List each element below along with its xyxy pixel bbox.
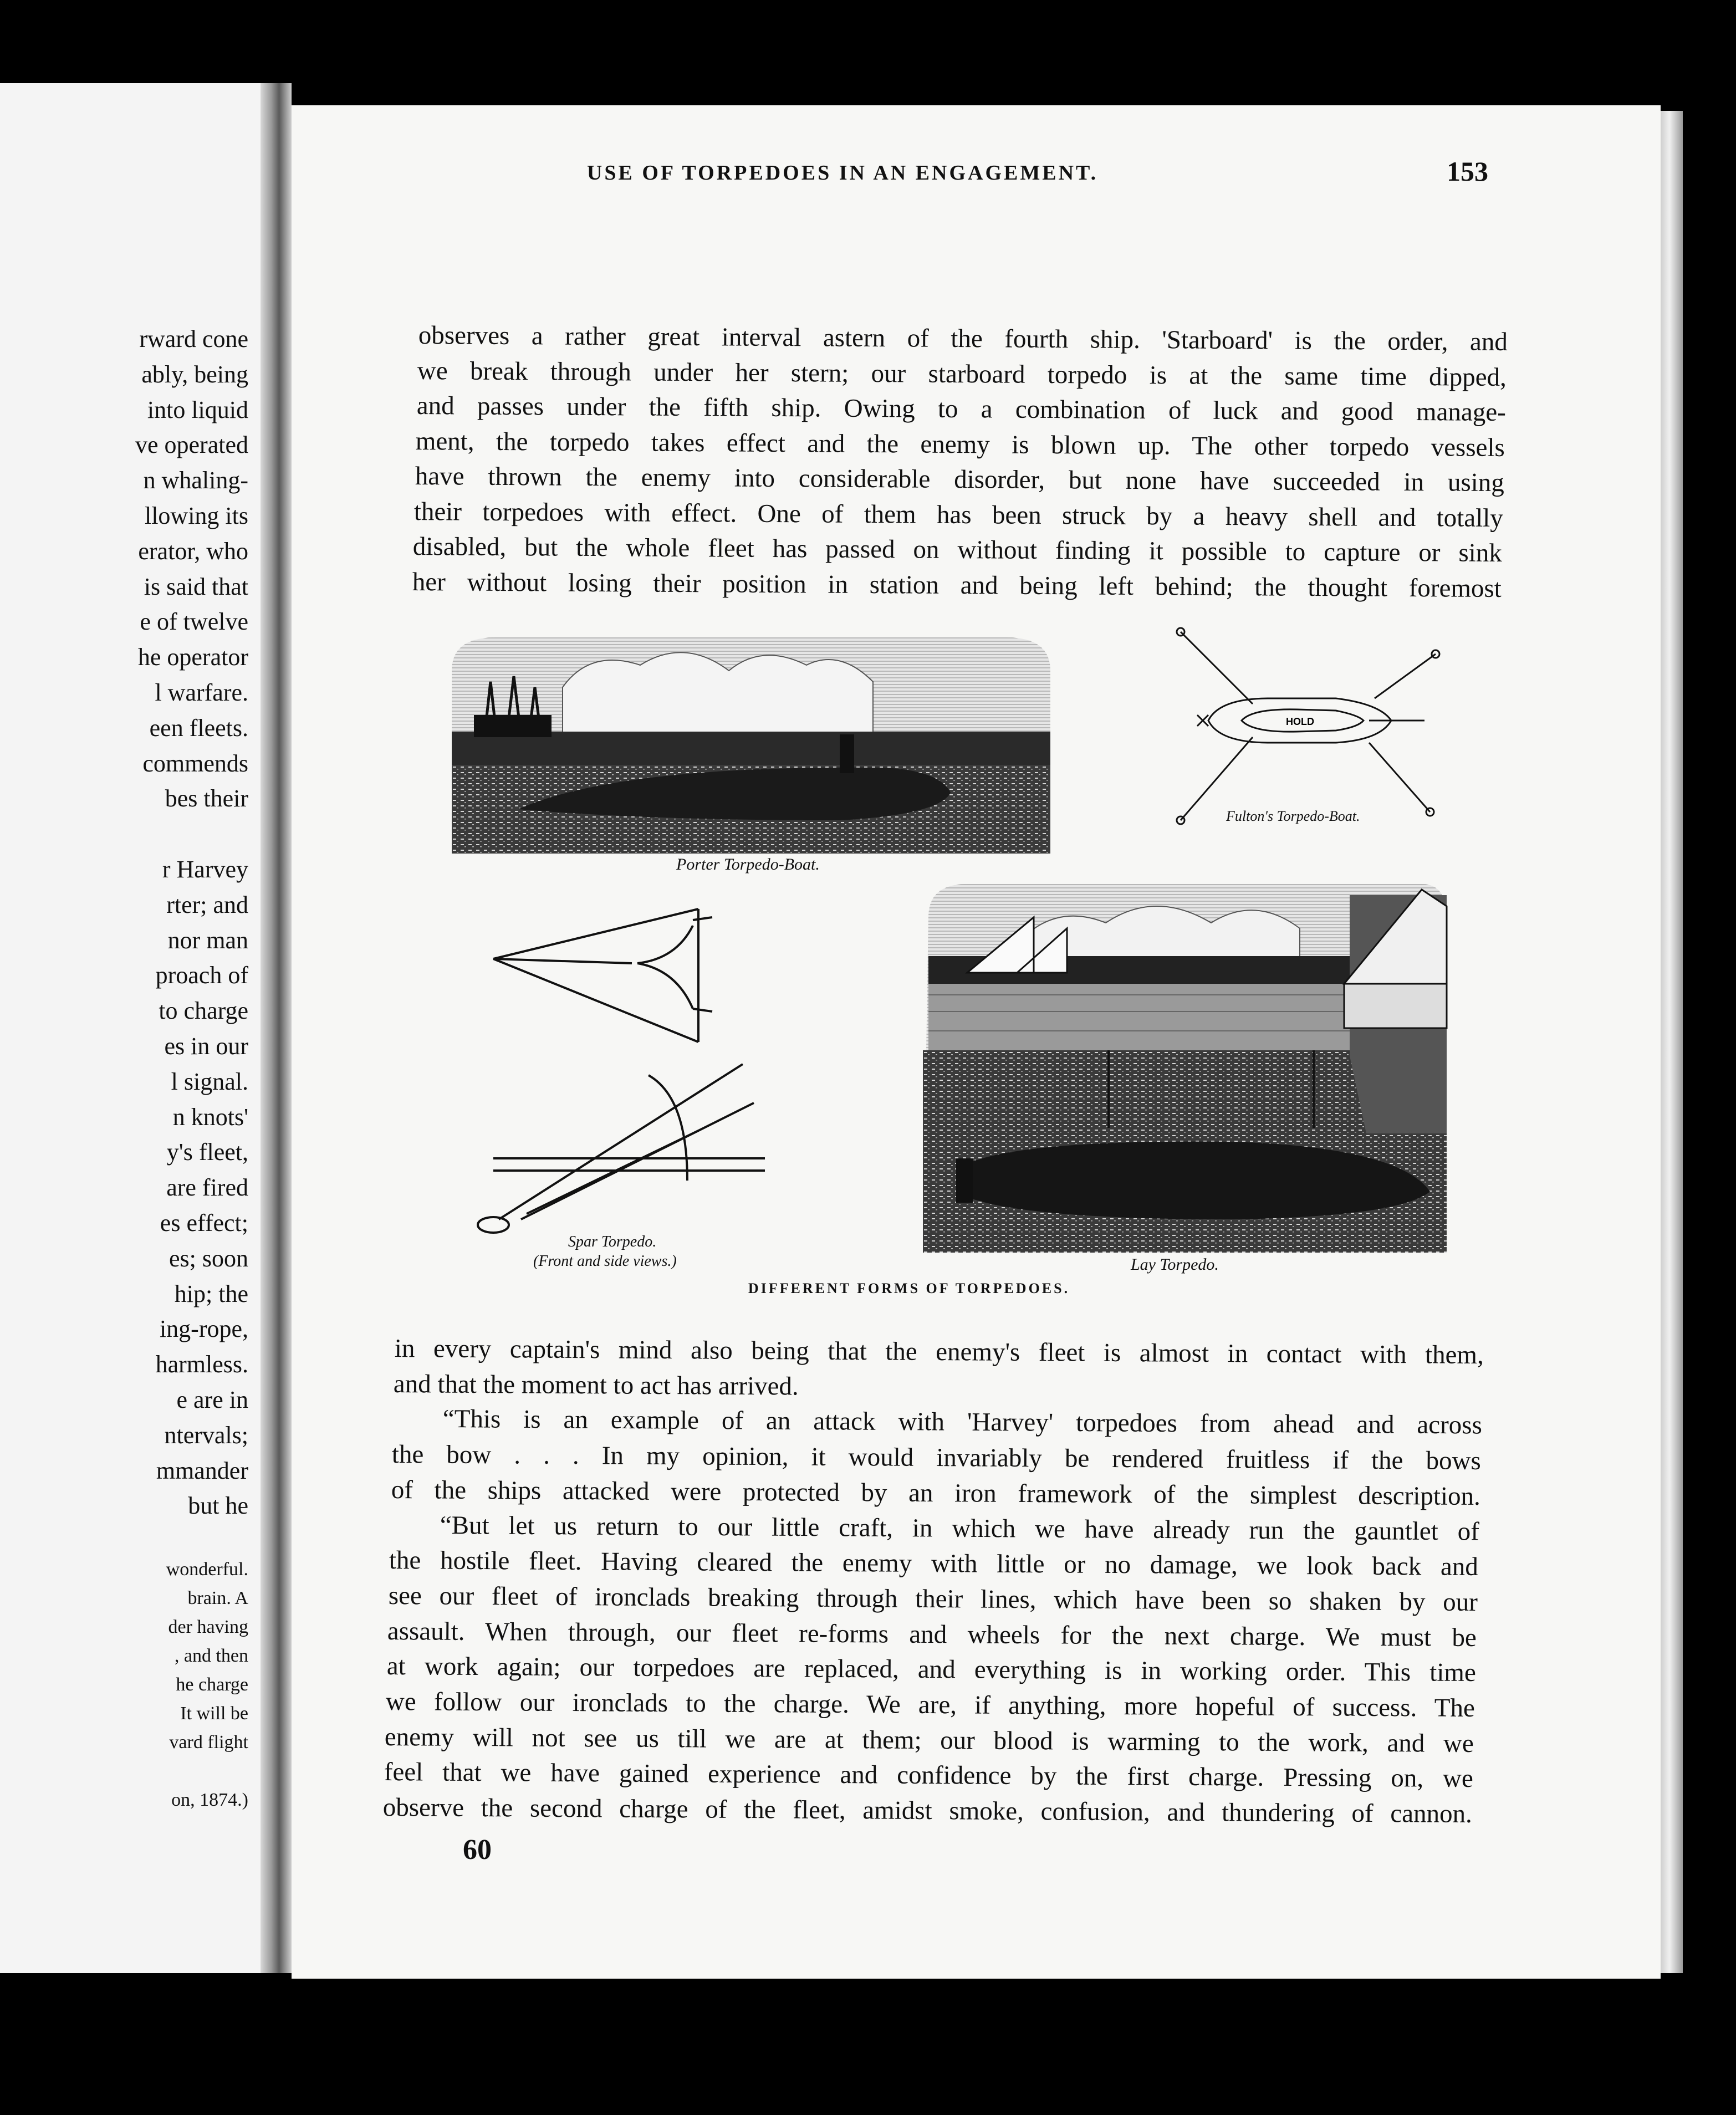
left-page-line: l signal. bbox=[171, 1067, 248, 1095]
body-line: her without losing their position in station and being left behind; the thought foremost bbox=[412, 567, 1502, 603]
left-page-line: n knots' bbox=[172, 1103, 248, 1131]
left-page-footnote-line: It will be bbox=[180, 1703, 248, 1724]
body-line: of the ships attacked were protected by an iron framework of the simplest description. bbox=[391, 1475, 1480, 1511]
spar-torpedo-side-view bbox=[466, 1053, 770, 1242]
left-page-footnote-line: brain. A bbox=[187, 1588, 248, 1608]
porter-torpedo-boat-illustration bbox=[452, 626, 1050, 854]
figures-caption: DIFFERENT FORMS OF TORPEDOES. bbox=[748, 1280, 1070, 1296]
lay-torpedo-illustration bbox=[923, 873, 1449, 1253]
body-line: the hostile fleet. Having cleared the enemy with little or no damage, we look back and bbox=[389, 1546, 1479, 1582]
left-page-line: but he bbox=[188, 1492, 248, 1520]
body-line: ment, the torpedo takes effect and the enemy is blown up. The other torpedo vessels bbox=[415, 426, 1505, 462]
left-page-line: bes their bbox=[165, 785, 248, 813]
left-page-line: to charge bbox=[159, 997, 248, 1025]
left-page-line: is said that bbox=[144, 573, 248, 600]
left-page-line: hip; the bbox=[174, 1280, 248, 1307]
body-line: their torpedoes with effect. One of them has been struck by a heavy shell and totally bbox=[413, 497, 1503, 533]
spar-caption-line-2: (Front and side views.) bbox=[533, 1253, 677, 1270]
left-facing-page bbox=[0, 83, 261, 1973]
left-page-line: es in our bbox=[164, 1033, 248, 1060]
body-line: and passes under the fifth ship. Owing to a combination of luck and good manage- bbox=[416, 391, 1506, 427]
body-line: observe the second charge of the fleet, amidst smoke, confusion, and thundering of cannon. bbox=[382, 1793, 1473, 1829]
left-page-line: ably, being bbox=[141, 360, 248, 388]
body-line: we break through under her stern; our starboard torpedo is at the same time dipped, bbox=[417, 356, 1507, 392]
spar-torpedo-front-view bbox=[488, 898, 732, 1053]
body-line: feel that we have gained experience and confidence by the first charge. Pressing on, we bbox=[384, 1758, 1473, 1794]
left-page-footnote-line: on, 1874.) bbox=[171, 1790, 248, 1810]
left-page-line: een fleets. bbox=[149, 714, 248, 742]
left-page-line: are fired bbox=[166, 1174, 248, 1202]
page-edge bbox=[1661, 111, 1683, 1973]
left-page-line: e of twelve bbox=[140, 608, 248, 636]
left-page-line: n whaling- bbox=[143, 467, 248, 494]
left-page-line: proach of bbox=[155, 962, 248, 989]
body-line: we follow our ironclads to the charge. We are, if anything, more hopeful of success. The bbox=[385, 1687, 1475, 1723]
left-page-line: commends bbox=[142, 749, 248, 777]
body-line: observes a rather great interval astern of the fourth ship. 'Starboard' is the order, and bbox=[418, 321, 1508, 357]
left-page-footnote-line: he charge bbox=[176, 1674, 248, 1695]
lay-caption: Lay Torpedo. bbox=[1131, 1255, 1219, 1274]
left-page-line: es; soon bbox=[169, 1244, 248, 1272]
fulton-torpedo-boat-diagram bbox=[1170, 626, 1458, 826]
body-line: “This is an example of an attack with 'Harvey' torpedoes from ahead and across bbox=[442, 1404, 1482, 1440]
left-page-line: nor man bbox=[167, 926, 248, 954]
body-line: see our fleet of ironclads breaking through their lines, which have been so shaken by our bbox=[388, 1581, 1478, 1617]
body-line: the bow . . . In my opinion, it would invariably be rendered fruitless if the bows bbox=[391, 1440, 1482, 1476]
fulton-caption: Fulton's Torpedo-Boat. bbox=[1226, 808, 1360, 824]
body-line: and that the moment to act has arrived. bbox=[394, 1369, 799, 1401]
body-line: enemy will not see us till we are at them; our blood is warming to the work, and we bbox=[385, 1722, 1474, 1758]
left-page-line: es effect; bbox=[160, 1209, 248, 1237]
body-line: have thrown the enemy into considerable disorder, but none have succeeded in using bbox=[415, 462, 1504, 498]
left-page-line: rter; and bbox=[166, 891, 248, 918]
left-page-line: r Harvey bbox=[162, 856, 248, 883]
left-page-line: into liquid bbox=[147, 396, 248, 423]
left-page-footnote-line: vard flight bbox=[169, 1732, 248, 1753]
left-page-footnote-line: der having bbox=[168, 1617, 248, 1637]
signature-mark: 60 bbox=[463, 1834, 492, 1866]
left-page-line: ve operated bbox=[135, 431, 248, 459]
left-page-line: rward cone bbox=[139, 325, 248, 352]
left-page-line: ing-rope, bbox=[159, 1315, 248, 1343]
left-page-line: he operator bbox=[137, 643, 248, 671]
left-page-line: l warfare. bbox=[155, 679, 248, 706]
left-page-footnote-line: wonderful. bbox=[166, 1559, 248, 1580]
body-line: “But let us return to our little craft, in which we have already run the gauntlet of bbox=[440, 1510, 1479, 1546]
left-page-footnote-line: , and then bbox=[174, 1646, 248, 1666]
running-head: USE OF TORPEDOES IN AN ENGAGEMENT. bbox=[586, 161, 1099, 185]
page-number: 153 bbox=[1447, 156, 1488, 187]
left-page-line: llowing its bbox=[144, 502, 248, 529]
left-page-line: y's fleet, bbox=[166, 1138, 248, 1166]
body-line: disabled, but the whole fleet has passed on without finding it possible to capture or sink bbox=[413, 532, 1503, 568]
left-page-line: e are in bbox=[176, 1386, 248, 1413]
body-line: in every captain's mind also being that the enemy's fleet is almost in contact with them, bbox=[394, 1334, 1484, 1370]
body-line: at work again; our torpedoes are replaced, and everything is in working order. This time bbox=[386, 1652, 1476, 1688]
book-gutter bbox=[261, 83, 292, 1973]
left-page-line: ntervals; bbox=[164, 1421, 248, 1449]
porter-caption: Porter Torpedo-Boat. bbox=[676, 855, 820, 873]
left-page-line: mmander bbox=[156, 1457, 248, 1484]
left-page-line: harmless. bbox=[155, 1351, 248, 1378]
left-page-line: erator, who bbox=[138, 537, 248, 565]
spar-caption-line-1: Spar Torpedo. bbox=[568, 1233, 657, 1250]
body-line: assault. When through, our fleet re-forms and wheels for the next charge. We must be bbox=[387, 1616, 1477, 1652]
fulton-hold-label: HOLD bbox=[1286, 716, 1314, 727]
